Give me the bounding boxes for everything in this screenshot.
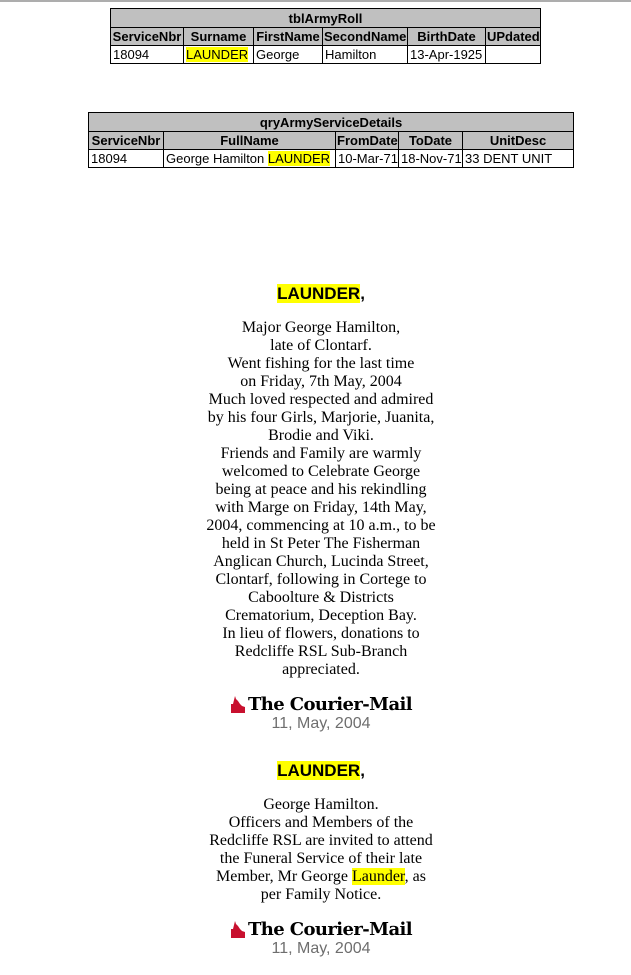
table-title: tblArmyRoll: [111, 9, 541, 28]
table-cell: 18094: [111, 46, 184, 64]
queensland-map-icon: [230, 921, 245, 939]
notice-body-text: [156, 319, 486, 679]
table-title: qryArmyServiceDetails: [89, 113, 574, 132]
notice-line: Went fishing for the last time: [227, 355, 415, 372]
highlighted-text: LAUNDER: [277, 761, 361, 780]
notice-body-text: [156, 796, 486, 904]
notice-line: Crematorium, Deception Bay.: [225, 607, 417, 624]
notice-line: Much loved respected and admired: [208, 391, 434, 408]
notice-publish-date: 11, May, 2004: [271, 715, 371, 732]
notice-line: Redcliffe RSL Sub-Branch: [234, 643, 408, 660]
notice-line: appreciated.: [282, 661, 360, 678]
notice-line: by his four Girls, Marjorie, Juanita,: [207, 409, 435, 426]
table-header-row: [89, 132, 574, 150]
highlighted-text: Launder: [351, 868, 405, 885]
table-row: [111, 46, 541, 64]
qry-army-service-details-table: [88, 112, 574, 168]
table-cell: Hamilton: [323, 46, 408, 64]
table-title-row: [111, 9, 541, 28]
table-cell: 18-Nov-71: [399, 150, 463, 168]
column-header: Surname: [184, 28, 254, 46]
notice-line: Brodie and Viki.: [268, 427, 374, 444]
table-cell: [184, 46, 254, 64]
newspaper-name: The Courier-Mail: [247, 694, 412, 715]
column-header: ServiceNbr: [89, 132, 164, 150]
highlighted-text: LAUNDER: [267, 151, 331, 166]
notice-line: late of Clontarf.: [270, 337, 372, 354]
table-cell: 18094: [89, 150, 164, 168]
notice-line: Officers and Members of the: [228, 814, 414, 831]
column-header: BirthDate: [408, 28, 486, 46]
notice-line: Clontarf, following in Cortege to: [215, 571, 427, 588]
table-header-row: [111, 28, 541, 46]
notice-line: Redcliffe RSL are invited to attend: [209, 832, 433, 849]
table-cell: 33 DENT UNIT: [463, 150, 574, 168]
table-cell: 10-Mar-71: [336, 150, 399, 168]
table-cell: [486, 46, 541, 64]
notice-surname-heading: LAUNDER,: [277, 761, 365, 780]
table-row: [89, 150, 574, 168]
notice-publish-date: 11, May, 2004: [271, 940, 371, 957]
notice-line: Caboolture & Districts: [248, 589, 394, 606]
courier-mail-logo: [156, 695, 486, 715]
column-header: FirstName: [254, 28, 323, 46]
column-header: SecondName: [324, 29, 407, 44]
notice-line: In lieu of flowers, donations to: [222, 625, 420, 642]
queensland-map-icon: [230, 696, 245, 714]
notice-line: Friends and Family are warmly: [220, 445, 422, 462]
column-header: UPdated: [487, 29, 540, 44]
notice-line: welcomed to Celebrate George: [221, 463, 421, 480]
notice-line: the Funeral Service of their late: [219, 850, 423, 867]
notice-line: being at peace and his rekindling: [215, 481, 427, 498]
table-title-row: [89, 113, 574, 132]
notice-line: held in St Peter The Fisherman: [221, 535, 421, 552]
column-header: FromDate: [337, 133, 398, 148]
notice-line: Anglican Church, Lucinda Street,: [213, 553, 429, 570]
notice-surname-heading: LAUNDER,: [277, 284, 365, 303]
funeral-notice-2: [156, 761, 486, 957]
column-header: FullName: [164, 132, 336, 150]
notice-line: per Family Notice.: [260, 886, 382, 903]
highlighted-text: LAUNDER: [186, 47, 249, 62]
newspaper-name: The Courier-Mail: [247, 919, 412, 940]
notice-line: Member, Mr George Launder, as: [216, 868, 426, 885]
table-cell: George Hamilton LAUNDER: [164, 150, 336, 168]
column-header: ServiceNbr: [111, 28, 184, 46]
notice-line: with Marge on Friday, 14th May,: [215, 499, 427, 516]
funeral-notice-1: [156, 284, 486, 732]
notice-line: Major George Hamilton,: [241, 319, 401, 336]
courier-mail-logo: [156, 920, 486, 940]
notice-line: George Hamilton.: [263, 796, 379, 813]
window-edge-strip: [0, 0, 631, 2]
highlighted-text: LAUNDER: [277, 284, 361, 303]
table-cell: 13-Apr-1925: [408, 46, 486, 64]
tbl-army-roll-table: [110, 8, 541, 64]
column-header: UnitDesc: [463, 132, 574, 150]
column-header: ToDate: [399, 132, 463, 150]
table-cell: George: [254, 46, 323, 64]
notice-line: 2004, commencing at 10 a.m., to be: [206, 517, 436, 534]
notice-line: on Friday, 7th May, 2004: [240, 373, 402, 390]
